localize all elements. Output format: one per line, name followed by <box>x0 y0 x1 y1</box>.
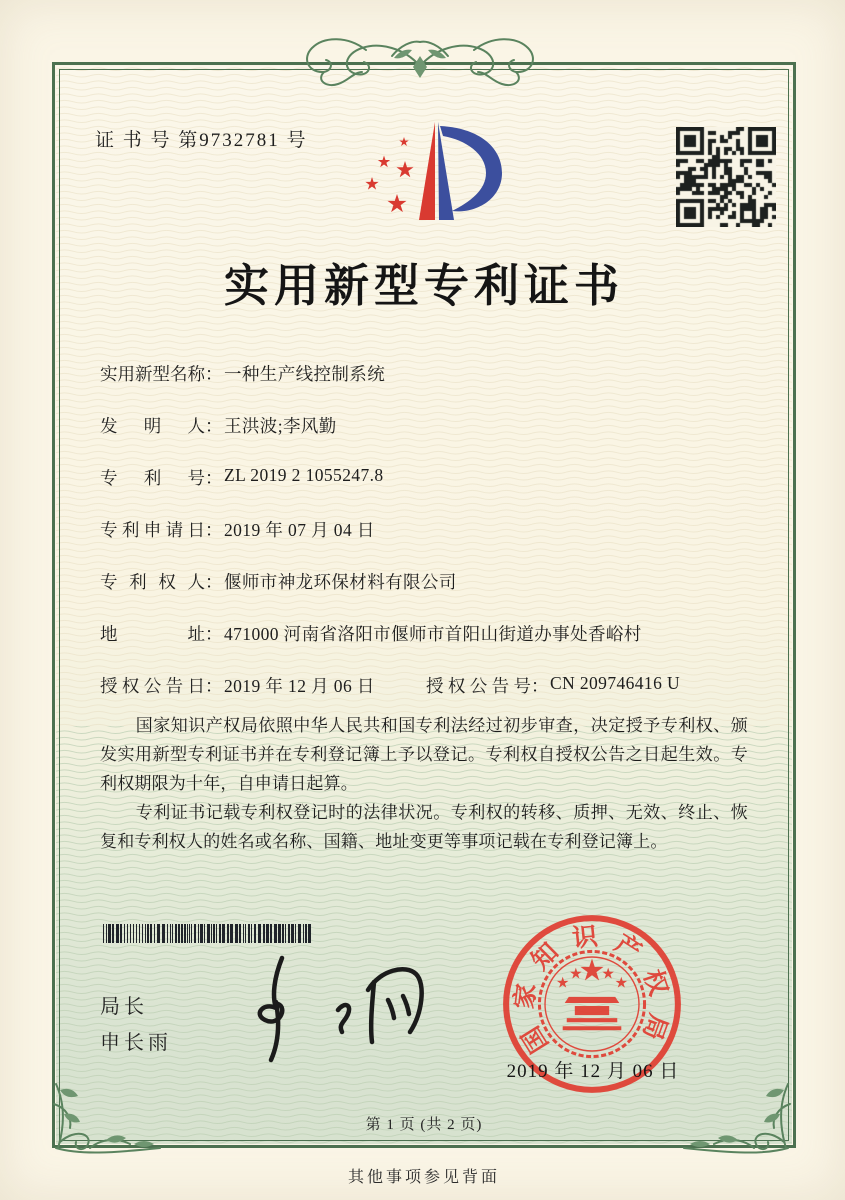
field-label: 专利号 <box>100 468 205 488</box>
field-value: CN 209746416 U <box>550 673 681 693</box>
field-colon: ： <box>531 676 549 696</box>
field-label: 实用新型名称 <box>100 364 205 384</box>
field-colon: ： <box>205 520 223 540</box>
back-side-note: 其他事项参见背面 <box>347 1169 500 1186</box>
field-label: 专利申请日 <box>100 520 205 540</box>
field-colon: ： <box>205 624 223 644</box>
svg-text:识: 识 <box>571 922 600 953</box>
field-value: 471000 河南省洛阳市偃师市首阳山街道办事处香峪村 <box>224 624 642 644</box>
field-row-patent-number <box>100 465 748 490</box>
field-value: 王洪波;李风勤 <box>224 416 337 436</box>
field-row-model-name <box>100 361 748 386</box>
field-colon: ： <box>205 572 223 592</box>
top-scroll-ornament-icon <box>296 28 544 96</box>
field-value: ZL 2019 2 1055247.8 <box>224 465 384 485</box>
bottom-right-corner-ornament-icon <box>680 1078 798 1158</box>
signature-shen-changyu <box>238 952 434 1066</box>
commissioner-title: 局长 <box>100 996 148 1018</box>
field-colon: ： <box>205 416 223 436</box>
certificate-title: 实用新型专利证书 <box>223 261 624 311</box>
svg-text:家: 家 <box>510 982 542 1011</box>
field-row-filing-date <box>100 517 748 542</box>
svg-text:知: 知 <box>526 937 564 976</box>
qr-code <box>676 127 776 227</box>
national-emblem-icon <box>539 951 644 1056</box>
field-row-patentee <box>100 569 748 594</box>
field-value: 偃师市神龙环保材料有限公司 <box>224 572 457 592</box>
svg-text:局: 局 <box>637 1010 673 1044</box>
legal-paragraph-1: 国家知识产权局依照中华人民共和国专利法经过初步审查，决定授予专利权、颁发实用新型专利证书并在专利登记簿上予以登记。专利权自授权公告之日起生效。专利权期限为十年，自申请日起算。 <box>100 716 748 793</box>
cnipa-logo-icon <box>348 116 514 228</box>
legal-paragraph-2: 专利证书记载专利权登记时的法律状况。专利权的转移、质押、无效、终止、恢复和专利权人的姓名或名称、国籍、地址变更等事项记载在专利登记簿上。 <box>100 803 748 851</box>
field-label: 授权公告号 <box>426 676 531 696</box>
barcode <box>103 924 319 943</box>
seal-date: 2019 年 12 月 06 日 <box>506 1061 680 1082</box>
field-row-grant-date <box>100 673 748 698</box>
field-value: 一种生产线控制系统 <box>224 364 386 384</box>
bottom-left-corner-ornament-icon <box>46 1078 164 1158</box>
grant-publication-number <box>426 673 680 698</box>
svg-text:国: 国 <box>516 1021 555 1058</box>
field-row-inventor <box>100 413 748 438</box>
legal-text <box>100 711 748 856</box>
svg-text:权: 权 <box>637 966 673 1000</box>
field-colon: ： <box>205 676 223 696</box>
field-label: 地址 <box>100 624 205 644</box>
seal-ring-text <box>503 915 679 1059</box>
field-colon: ： <box>205 364 223 384</box>
field-label: 发明人 <box>100 416 205 436</box>
certificate-number: 证 书 号 第9732781 号 <box>95 130 308 151</box>
field-row-address <box>100 621 748 646</box>
commissioner-name: 申长雨 <box>100 1032 172 1054</box>
field-value: 2019 年 12 月 06 日 <box>224 676 375 696</box>
field-label: 授权公告日 <box>100 676 205 696</box>
field-value: 2019 年 07 月 04 日 <box>224 520 375 540</box>
field-label: 专利权人 <box>100 572 205 592</box>
page-indicator: 第 1 页 (共 2 页) <box>365 1117 483 1133</box>
field-colon: ： <box>205 468 223 488</box>
svg-text:产: 产 <box>609 929 647 967</box>
